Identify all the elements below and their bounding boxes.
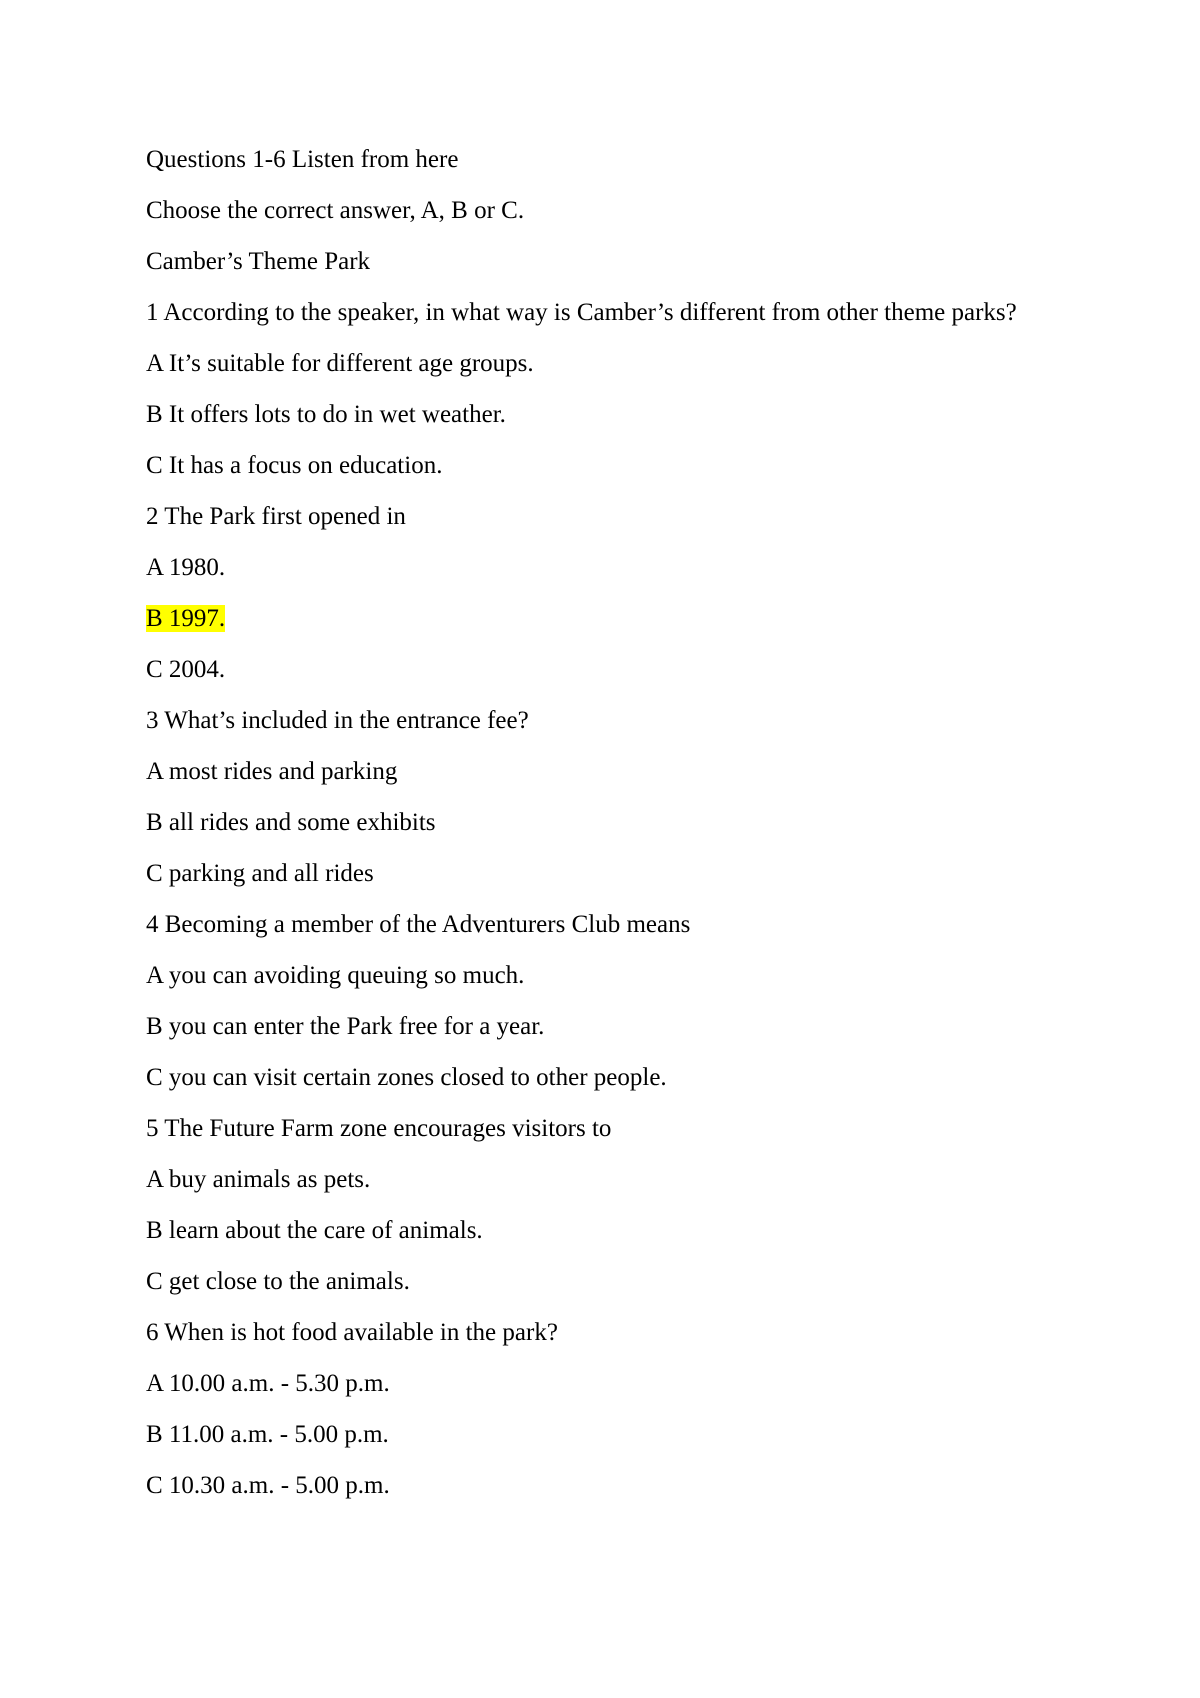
question-6-option-c: C 10.30 a.m. - 5.00 p.m. <box>146 1472 390 1499</box>
question-3-option-b: B all rides and some exhibits <box>146 809 436 836</box>
question-3-prompt: 3 What’s included in the entrance fee? <box>146 707 529 734</box>
question-1-option-a: A It’s suitable for different age groups. <box>146 350 534 377</box>
highlighted-answer: B 1997. <box>146 605 226 632</box>
question-5-option-a: A buy animals as pets. <box>146 1166 371 1193</box>
question-5-prompt: 5 The Future Farm zone encourages visitors to <box>146 1115 612 1142</box>
question-4-option-c: C you can visit certain zones closed to other people. <box>146 1064 667 1091</box>
question-2-option-a: A 1980. <box>146 554 226 581</box>
question-2-option-c: C 2004. <box>146 656 226 683</box>
question-5-option-b: B learn about the care of animals. <box>146 1217 483 1244</box>
section-header: Questions 1-6 Listen from here <box>146 146 459 173</box>
question-4-option-b: B you can enter the Park free for a year. <box>146 1013 545 1040</box>
question-1-option-c: C It has a focus on education. <box>146 452 443 479</box>
question-2-option-b <box>146 601 1086 636</box>
document-title: Camber’s Theme Park <box>146 248 371 275</box>
question-1-prompt: 1 According to the speaker, in what way is Camber’s different from other theme parks? <box>146 299 1017 326</box>
question-3-option-a: A most rides and parking <box>146 758 398 785</box>
question-6-prompt: 6 When is hot food available in the park? <box>146 1319 558 1346</box>
question-1-option-b: B It offers lots to do in wet weather. <box>146 401 506 428</box>
question-6-option-b: B 11.00 a.m. - 5.00 p.m. <box>146 1421 389 1448</box>
question-4-prompt: 4 Becoming a member of the Adventurers Club means <box>146 911 691 938</box>
document-body <box>146 142 1086 1519</box>
question-3-option-c: C parking and all rides <box>146 860 374 887</box>
question-2-prompt: 2 The Park first opened in <box>146 503 406 530</box>
question-5-option-c: C get close to the animals. <box>146 1268 410 1295</box>
instruction-text: Choose the correct answer, A, B or C. <box>146 197 525 224</box>
question-4-option-a: A you can avoiding queuing so much. <box>146 962 525 989</box>
question-6-option-a: A 10.00 a.m. - 5.30 p.m. <box>146 1370 390 1397</box>
